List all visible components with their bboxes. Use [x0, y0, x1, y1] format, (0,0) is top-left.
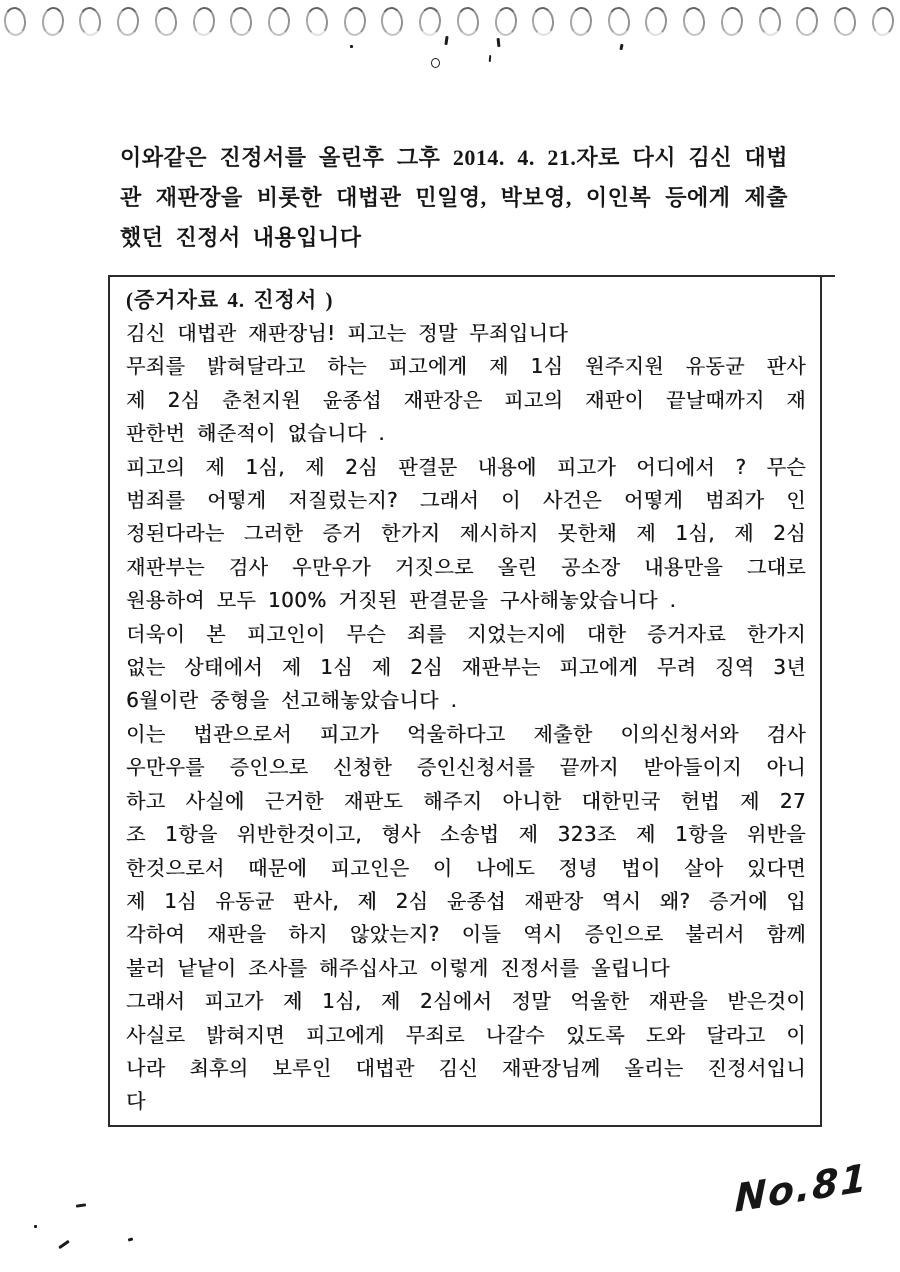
intro-line: 관 재판장을 비롯한 대법관 민일영, 박보영, 이인복 등에게 제출 [120, 185, 788, 210]
intro-paragraph [120, 138, 788, 258]
handwritten-line: 우만우를 증인으로 신청한 증인신청서를 끝까지 받아들이지 아니 [126, 755, 806, 780]
binding-hole [531, 6, 556, 37]
binding-hole [644, 6, 668, 36]
handwritten-line: 다 [126, 1089, 146, 1114]
handwritten-line: 각하여 재판을 하지 않았는지? 이들 역시 증인으로 불러서 함께 [126, 922, 806, 947]
binding-hole [871, 6, 895, 36]
ink-speck [444, 36, 448, 45]
handwritten-line: 조 1항을 위반한것이고, 형사 소송법 제 323조 제 1항을 위반을 [126, 822, 806, 847]
ink-speck [58, 1240, 70, 1249]
binding-hole [833, 6, 858, 37]
ink-speck [489, 55, 492, 62]
handwritten-line: 나라 최후의 보루인 대법관 김신 재판장님께 올리는 진정서입니 [126, 1055, 806, 1080]
binding-hole [682, 6, 707, 37]
handwritten-line: 6월이란 중형을 선고해놓았습니다 . [126, 688, 458, 713]
handwritten-line: 사실로 밝혀지면 피고에게 무죄로 나갈수 있도록 도와 달라고 이 [126, 1022, 806, 1047]
binding-hole [267, 6, 291, 36]
handwritten-line: 김신 대법관 재판장님! 피고는 정말 무죄입니다 [126, 321, 568, 345]
intro-line: 이와같은 진정서를 올린후 그후 2014. 4. 21.자로 다시 김신 대법 [120, 145, 788, 170]
handwritten-line: 하고 사실에 근거한 재판도 해주지 아니한 대한민국 헌법 제 27 [126, 788, 806, 813]
handwritten-line: 정된다라는 그러한 증거 한가지 제시하지 못한채 제 1심, 제 2심 [126, 521, 806, 546]
binding-hole [795, 6, 819, 36]
handwritten-line: 그래서 피고가 제 1심, 제 2심에서 정말 억울한 재판을 받은것이 [126, 989, 806, 1014]
binding-hole [606, 6, 631, 37]
page-number: No.81 [734, 1155, 869, 1221]
handwritten-line: 원용하여 모두 100% 거짓된 판결문을 구사해놓았습니다 . [126, 588, 677, 613]
ink-speck [431, 58, 440, 68]
ink-speck [76, 1203, 86, 1207]
binding-hole [78, 6, 103, 37]
binding-hole [720, 6, 744, 36]
binding-hole [380, 6, 405, 37]
binding-hole [304, 6, 329, 37]
binding-hole [455, 6, 480, 37]
binding-hole [192, 6, 216, 36]
handwritten-line: 이는 법관으로서 피고가 억울하다고 제출한 이의신청서와 검사 [126, 721, 806, 746]
handwritten-line: 범죄를 어떻게 저질렀는지? 그래서 이 사건은 어떻게 범죄가 인 [126, 488, 806, 513]
handwritten-line: 제 1심 유동균 판사, 제 2심 윤종섭 재판장 역시 왜? 증거에 입 [126, 888, 806, 913]
handwritten-line: 무죄를 밝혀달라고 하는 피고에게 제 1심 원주지원 유동균 판사 [126, 354, 806, 379]
binding-hole [229, 6, 254, 37]
handwritten-line: 제 2심 춘천지원 윤종섭 재판장은 피고의 재판이 끝날때까지 재 [126, 387, 806, 412]
evidence-box [108, 275, 822, 1127]
handwritten-line: 불러 낱낱이 조사를 해주십사고 이렇게 진정서를 올립니다 [126, 955, 670, 980]
handwritten-line: 더욱이 본 피고인이 무슨 죄를 지었는지에 대한 증거자료 한가지 [126, 621, 806, 646]
ink-speck [350, 45, 353, 48]
handwritten-line: 한것으로서 때문에 피고인은 이 나에도 정녕 법이 살아 있다면 [126, 855, 806, 880]
handwritten-line: 피고의 제 1심, 제 2심 판결문 내용에 피고가 어디에서 ? 무슨 [126, 454, 806, 479]
handwritten-line: 없는 상태에서 제 1심 제 2심 재판부는 피고에게 무려 징역 3년 [126, 655, 806, 680]
ink-speck [34, 1225, 37, 1228]
handwritten-line: 재판부는 검사 우만우가 거짓으로 올린 공소장 내용만을 그대로 [126, 554, 806, 579]
binding-hole [41, 6, 65, 36]
ink-speck [128, 1237, 134, 1241]
binding-hole [569, 6, 593, 36]
binding-hole [116, 6, 140, 36]
intro-line: 했던 진정서 내용입니다 [120, 225, 362, 250]
binding-hole [153, 6, 178, 37]
binding-holes-row [4, 7, 894, 36]
evidence-box-header: (증거자료 4. 진정서 ) [126, 288, 334, 312]
handwritten-line: 판한번 해준적이 없습니다 . [126, 421, 385, 446]
ink-speck [497, 38, 501, 47]
handwritten-petition-text [126, 317, 806, 1119]
binding-hole [3, 6, 28, 37]
binding-hole [757, 6, 782, 37]
binding-hole [494, 6, 518, 36]
ink-speck [619, 44, 623, 50]
binding-hole [343, 6, 367, 36]
binding-hole [418, 6, 442, 36]
